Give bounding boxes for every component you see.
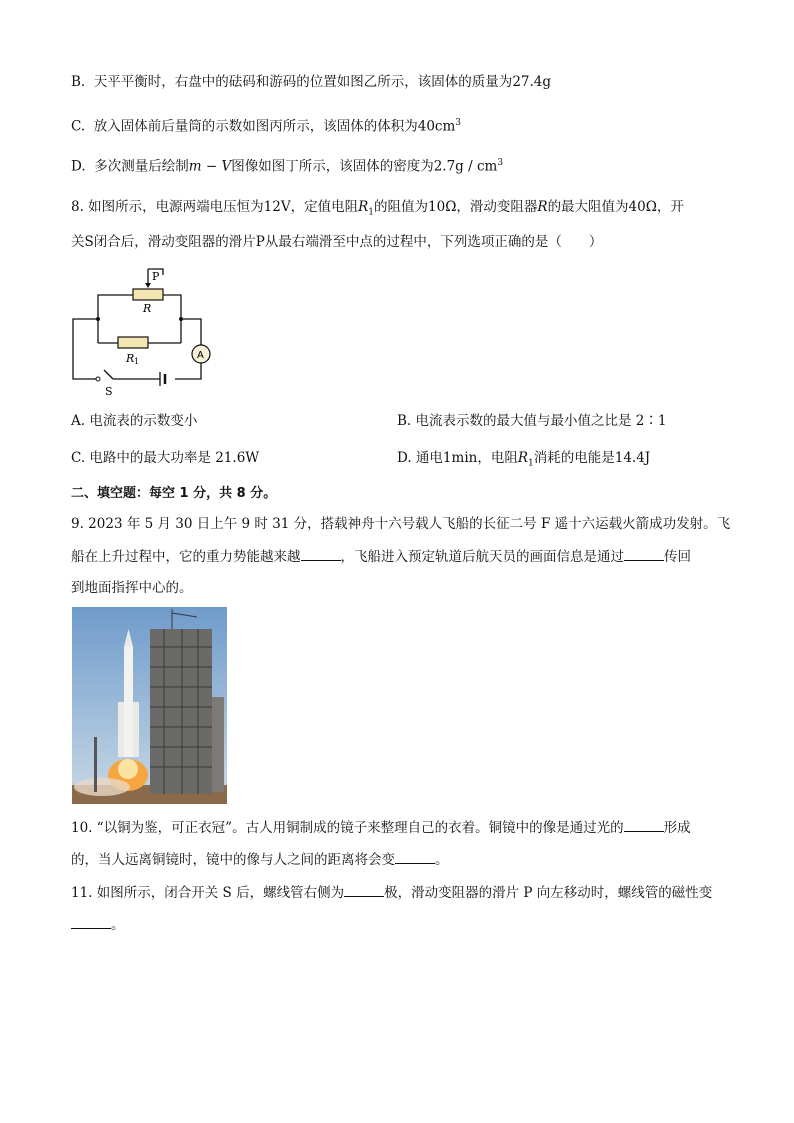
answer-blank[interactable] xyxy=(395,849,435,864)
question-9-line-2: 船在上升过程中，它的重力势能越来越 ，飞船进入预定轨道后航天员的画面信息是通过 传回 xyxy=(71,546,691,567)
option-d-q7: D. 多次测量后绘制m − V图像如图丁所示，该固体的密度为$2.7g / cm^3$ xyxy=(71,158,504,175)
label-switch: S xyxy=(105,385,113,398)
answer-blank[interactable] xyxy=(71,914,111,929)
option-c-q7: C. 放入固体前后量筒的示数如图丙所示，该固体的体积为$40cm^3$ xyxy=(71,118,462,135)
answer-blank[interactable] xyxy=(301,546,341,561)
rocket-launch-photo xyxy=(72,607,227,804)
rheostat-r xyxy=(133,289,163,300)
question-10-line-2: 的，当人远离铜镜时，镜中的像与人之间的距离将会变 。 xyxy=(71,849,449,870)
q8-option-b: B. 电流表示数的最大值与最小值之比是 2∶1 xyxy=(397,413,667,429)
answer-blank[interactable] xyxy=(344,882,384,897)
question-9-line-3: 到地面指挥中心的。 xyxy=(71,580,193,596)
section-2-title: 二、填空题：每空 1 分，共 8 分。 xyxy=(71,486,277,501)
question-11-line-2: 。 xyxy=(71,914,125,935)
option-b-q7: B. 天平平衡时，右盘中的砝码和游码的位置如图乙所示，该固体的质量为27.4g xyxy=(71,74,552,90)
label-r: R xyxy=(143,302,152,315)
circuit-diagram xyxy=(68,265,218,400)
resistor-r1 xyxy=(118,337,148,348)
question-9-line-1: 9. 2023 年 5 月 30 日上午 9 时 31 分，搭载神舟十六号载人飞船的长征二号 F 遥十六运载火箭成功发射。飞 xyxy=(71,516,731,532)
q8-option-c: C. 电路中的最大功率是 21.6W xyxy=(71,450,260,466)
question-8-line-1: 8. 如图所示，电源两端电压恒为12V，定值电阻$R_1$的阻值为10Ω，滑动变阻器R的最大阻值为40Ω，开 xyxy=(71,199,684,218)
answer-blank[interactable] xyxy=(624,817,664,832)
label-r1-sub: 1 xyxy=(134,357,140,366)
question-8-line-2: 关S闭合后，滑动变阻器的滑片P从最右端滑至中点的过程中，下列选项正确的是（ ） xyxy=(71,234,603,250)
switch-lever xyxy=(104,370,113,379)
slider-arrow-icon xyxy=(145,283,151,288)
label-r1: R xyxy=(126,352,135,365)
label-ammeter: A xyxy=(197,350,204,361)
question-10-line-1: 10. “以铜为鉴，可正衣冠”。古人用铜制成的镜子来整理自己的衣着。铜镜中的像是通过光的 形成 xyxy=(71,817,691,838)
label-p: P xyxy=(152,270,160,283)
answer-blank[interactable] xyxy=(624,546,664,561)
question-11-line-1: 11. 如图所示，闭合开关 S 后，螺线管右侧为 极，滑动变阻器的滑片 P 向左移动时，螺线管的磁性变 xyxy=(71,882,712,903)
q8-option-a: A. 电流表的示数变小 xyxy=(71,413,198,429)
rocket-body xyxy=(124,647,133,757)
q8-option-d: D. 通电1min，电阻$R_1$消耗的电能是14.4J xyxy=(397,450,651,469)
